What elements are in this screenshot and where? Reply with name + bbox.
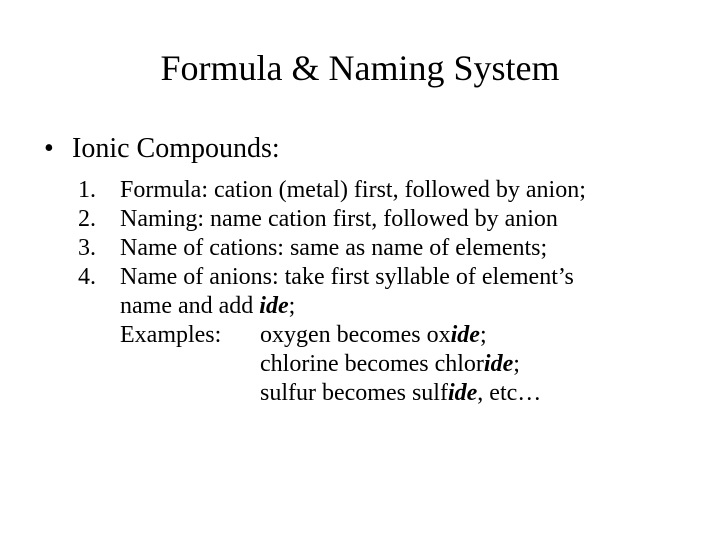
example-pre: chlorine becomes chlor (260, 351, 484, 377)
list-item-continuation (120, 293, 295, 319)
slide-title: Formula & Naming System (160, 48, 560, 88)
list-number: 1. (78, 177, 96, 203)
list-item-text: Name of cations: same as name of elements; (120, 235, 548, 261)
suffix-emphasis: ide (259, 293, 289, 319)
numbered-list (78, 176, 708, 408)
example-row-3 (78, 379, 708, 408)
bullet-text: Ionic Compounds: (72, 133, 280, 164)
suffix-emphasis: ide (483, 351, 514, 377)
continuation-punct: ; (288, 293, 296, 319)
continuation-text: name and add (120, 293, 260, 319)
example-post: ; (479, 322, 487, 348)
example-row-2 (78, 350, 708, 379)
example-pre: sulfur becomes sulf (260, 380, 448, 406)
list-item-text: Naming: name cation first, followed by anion (120, 206, 558, 232)
example-post: , etc… (477, 380, 542, 406)
suffix-emphasis: ide (447, 380, 478, 406)
example-post: ; (513, 351, 520, 377)
bullet-icon: • (44, 133, 54, 164)
list-item-2 (78, 205, 708, 234)
suffix-emphasis: ide (450, 322, 480, 348)
list-item-text: Formula: cation (metal) first, followed by anion; (120, 177, 586, 203)
example-row-1 (78, 321, 708, 350)
list-number: 2. (78, 206, 96, 232)
example-text (260, 321, 487, 350)
example-text (260, 350, 520, 379)
list-item-1 (78, 176, 708, 205)
list-item-4 (78, 263, 708, 321)
list-item-3 (78, 234, 708, 263)
examples-label: Examples: (120, 322, 222, 348)
list-number: 3. (78, 235, 96, 261)
example-text (260, 379, 541, 408)
list-number: 4. (78, 264, 96, 290)
list-item-text: Name of anions: take first syllable of element’s (120, 264, 574, 290)
bullet-ionic-compounds (44, 132, 280, 166)
example-pre: oxygen becomes ox (260, 322, 451, 348)
